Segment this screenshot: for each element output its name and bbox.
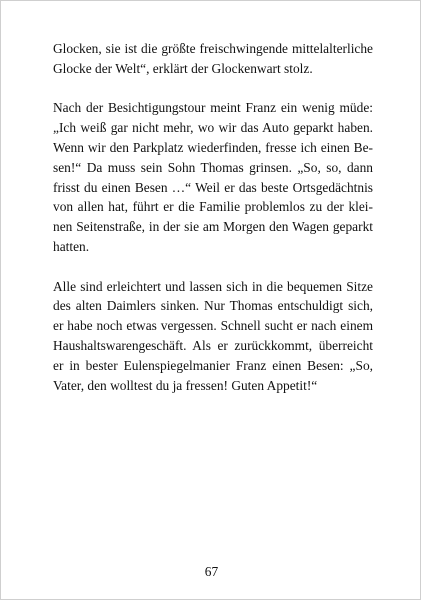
paragraph-3 xyxy=(53,277,373,396)
text-line: er in bester Eulenspiegelmanier Franz einen Besen: „So, xyxy=(53,357,373,373)
text-line: des alten Daimlers sinken. Nur Thomas entschuldigt sich, xyxy=(53,298,373,314)
text-line: Vater, den wolltest du ja fressen! Guten Appetit!“ xyxy=(53,377,318,393)
text-line: Alle sind erleichtert und lassen sich in die bequemen Sitze xyxy=(53,278,373,294)
text-line: sen!“ Da muss sein Sohn Thomas grinsen. „So, so, dann xyxy=(53,159,373,175)
text-line: „Ich weiß gar nicht mehr, wo wir das Auto geparkt haben. xyxy=(53,120,373,136)
text-line: er habe noch etwas vergessen. Schnell sucht er nach einem xyxy=(53,318,373,334)
paragraph-spacer xyxy=(53,79,373,99)
text-line: nen Seitenstraße, in der sie am Morgen den Wagen geparkt xyxy=(53,219,373,235)
body-text xyxy=(53,39,373,395)
text-line: Nach der Besichtigungstour meint Franz ein wenig müde: xyxy=(53,100,373,116)
page-number: 67 xyxy=(204,564,219,579)
text-line: Wenn wir den Parkplatz wiederfinden, fresse ich einen Be- xyxy=(53,139,373,155)
paragraph-1 xyxy=(53,39,373,79)
paragraph-spacer xyxy=(53,257,373,277)
text-line: frisst du einen Besen …“ Weil er das beste Ortsgedächtnis xyxy=(53,179,373,195)
text-line: hatten. xyxy=(53,238,90,254)
text-line: von allen hat, führt er die Familie problemlos zu der klei- xyxy=(53,199,373,215)
text-line: Glocken, sie ist die größte freischwingende mittelalterliche xyxy=(53,41,373,56)
text-line: Glocke der Welt“, erklärt der Glockenwart stolz. xyxy=(53,60,313,76)
paragraph-2 xyxy=(53,98,373,256)
text-line: Haushaltswarengeschäft. Als er zurückkommt, überreicht xyxy=(53,337,373,353)
